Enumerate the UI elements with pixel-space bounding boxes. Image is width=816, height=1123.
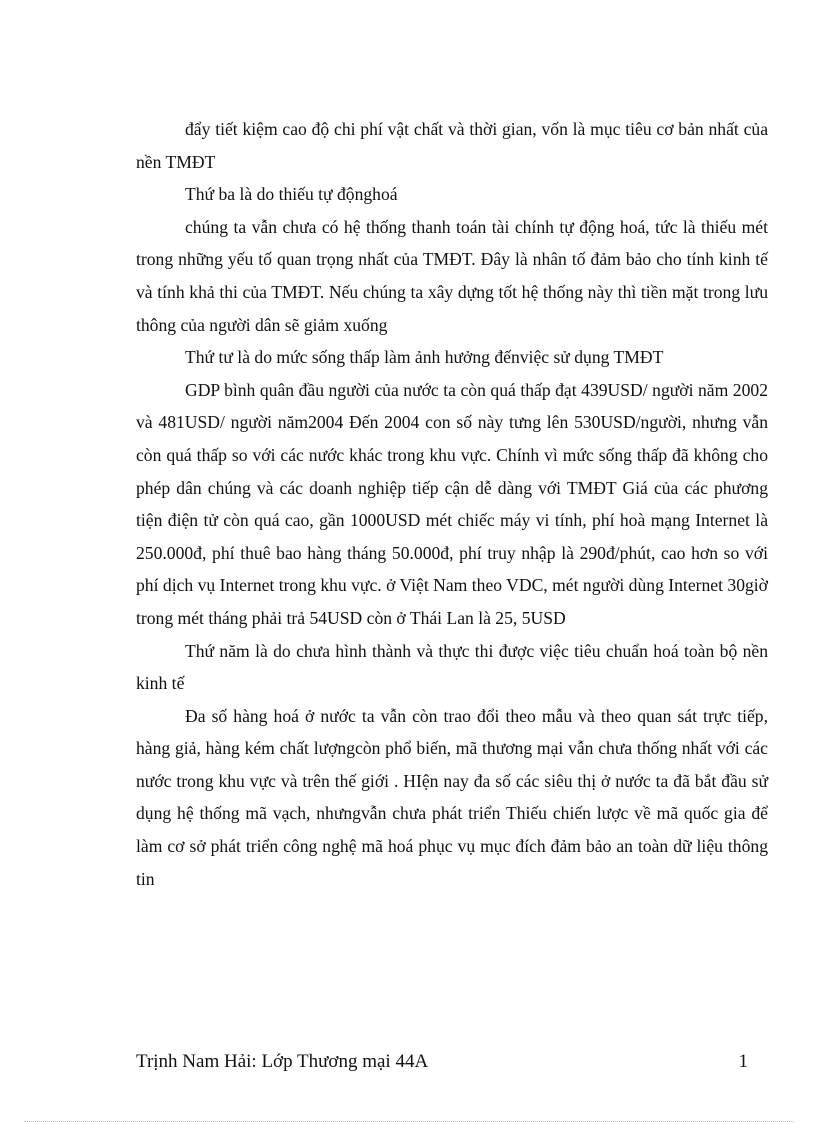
paragraph-5: GDP bình quân đầu người của nước ta còn quá thấp đạt 439USD/ người năm 2002 và 481USD/ người năm2004 Đến 2004 con số này tưng lên 530USD/người, nhưng vẫn còn quá thấp so với các nước khác trong khu vực. Chính vì mức sống thấp đã không cho phép dân chúng và các doanh nghiệp tiếp cận dễ dàng với TMĐT Giá của các phương tiện điện tử còn quá cao, gần 1000USD mét chiếc máy vi tính, phí hoà mạng Internet là 250.000đ, phí thuê bao hàng tháng 50.000đ, phí truy nhập là 290đ/phút, cao hơn so với phí dịch vụ Internet trong khu vực. ở Việt Nam theo VDC, mét người dùng Internet 30giờ trong mét tháng phải trả 54USD còn ở Thái Lan là 25, 5USD <box>136 379 768 628</box>
paragraph-7: Đa số hàng hoá ở nước ta vẫn còn trao đổi theo mẫu và theo quan sát trực tiếp, hàng giả, hàng kém chất lượngcòn phổ biến, mã thương mại vẫn chưa thống nhất với các nước trong khu vực và trên thế giới . HIện nay đa số các siêu thị ở nước ta đã bắt đầu sử dụng hệ thống mã vạch, nhưngvẫn chưa phát triển Thiếu chiến lược về mã quốc gia để làm cơ sở phát triển công nghệ mã hoá phục vụ mục đích đảm bảo an toàn dữ liệu thông tin <box>136 705 768 889</box>
footer-author-class: Trịnh Nam Hải: Lớp Thương mại 44A <box>136 1051 429 1072</box>
paragraph-6: Thứ năm là do chưa hình thành và thực thi được việc tiêu chuẩn hoá toàn bộ nền kinh tế <box>136 640 768 694</box>
paragraph-2: Thứ ba là do thiếu tự độnghoá <box>185 184 398 205</box>
page-bottom-divider <box>24 1121 794 1122</box>
document-body <box>136 113 768 895</box>
paragraph-3: chúng ta vẫn chưa có hệ thống thanh toán tài chính tự động hoá, tức là thiếu mét trong những yếu tố quan trọng nhất của TMĐT. Đây là nhân tố đảm bảo cho tính kinh tế và tính khả thi của TMĐT. Nếu chúng ta xây dựng tốt hệ thống này thì tiền mặt trong lưu thông của người dân sẽ giảm xuống <box>136 216 768 335</box>
paragraph-1: đẩy tiết kiệm cao độ chi phí vật chất và thời gian, vốn là mục tiêu cơ bản nhất của nền TMĐT <box>136 119 768 172</box>
page-number: 1 <box>738 1051 748 1072</box>
paragraph-4: Thứ tư là do mức sống thấp làm ảnh hưởng đếnviệc sử dụng TMĐT <box>185 347 664 368</box>
